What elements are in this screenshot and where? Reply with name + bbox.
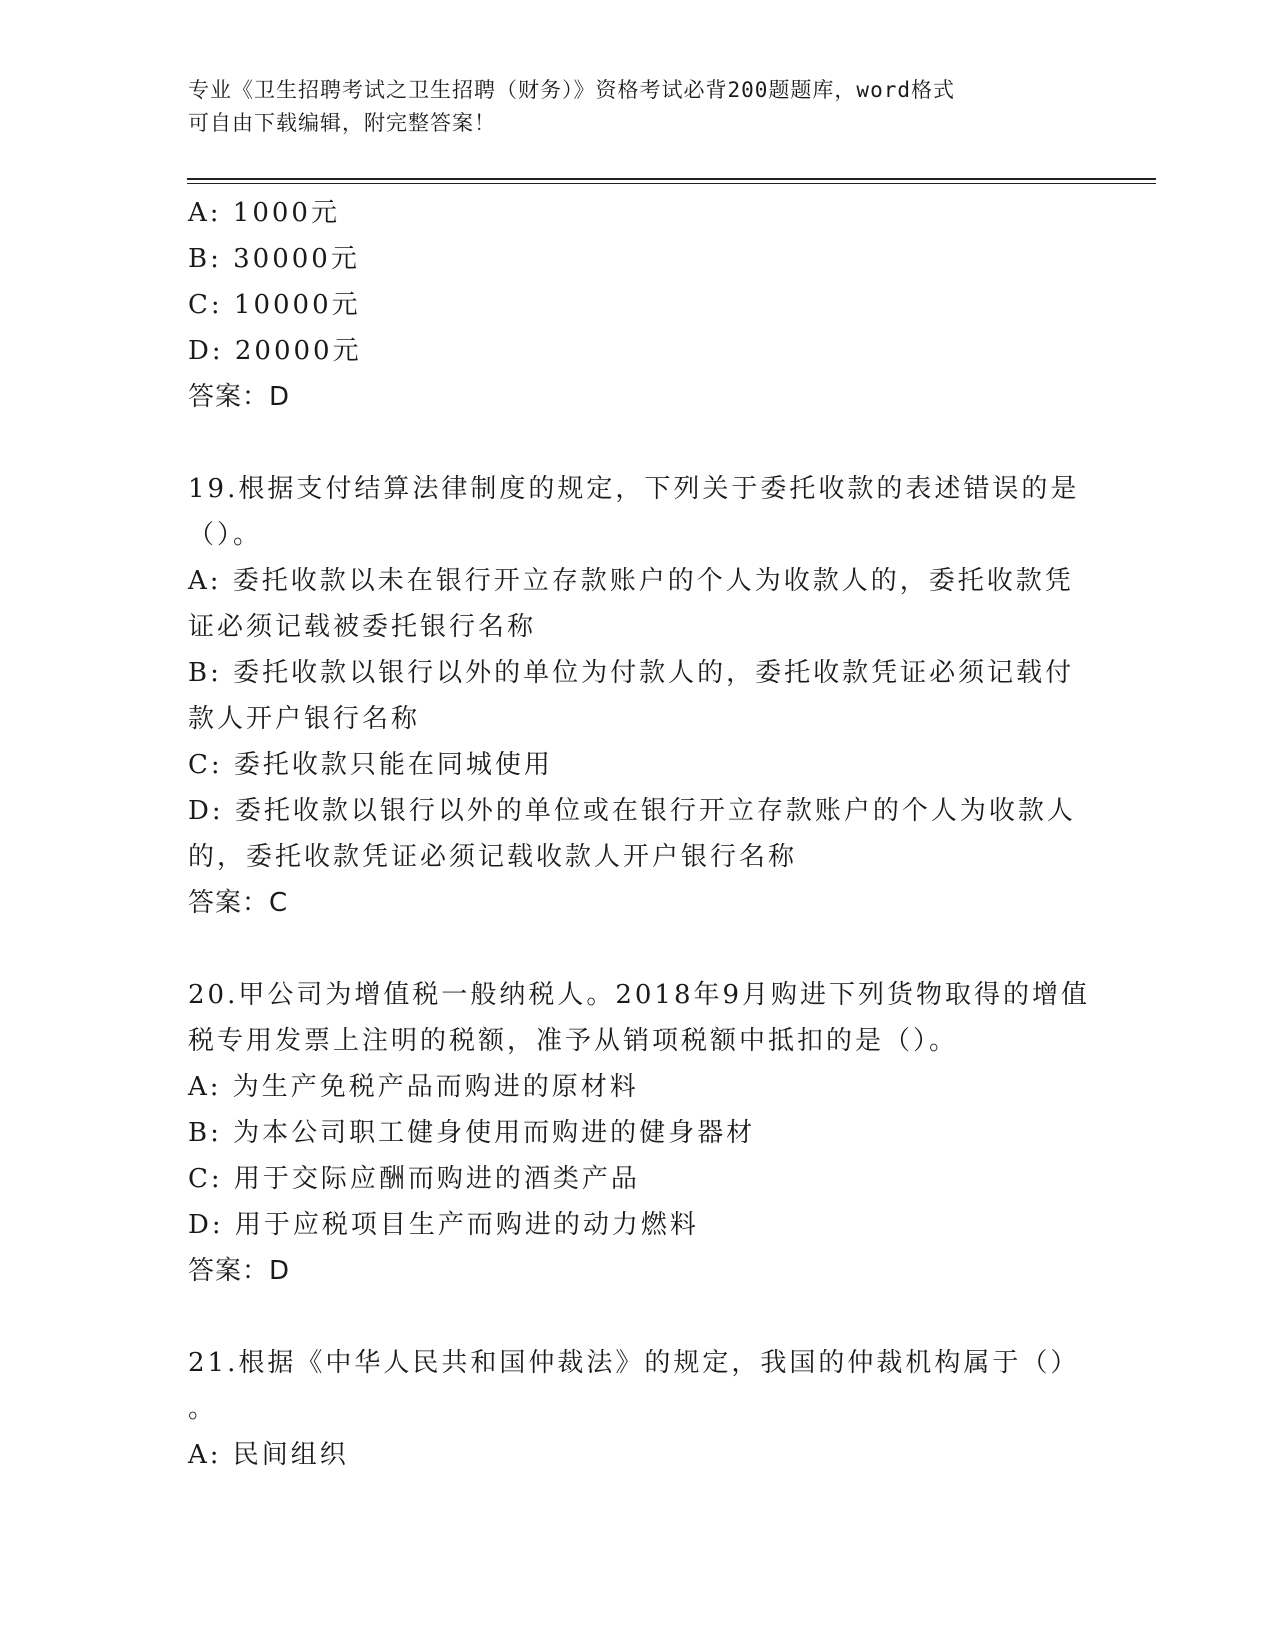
option-d: D: 委托收款以银行以外的单位或在银行开立存款账户的个人为收款人 xyxy=(188,796,1076,826)
option-a: A: 1000元 xyxy=(188,198,340,228)
option-a: A: 为生产免税产品而购进的原材料 xyxy=(188,1072,639,1102)
option-b: B: 委托收款以银行以外的单位为付款人的，委托收款凭证必须记载付 xyxy=(188,658,1075,688)
header-rule-thick xyxy=(187,178,1156,180)
question-stem: 。 xyxy=(188,1394,218,1424)
option-b: 款人开户银行名称 xyxy=(188,704,421,734)
answer: 答案：D xyxy=(188,382,291,412)
document-body xyxy=(188,190,1091,1478)
option-a: A: 委托收款以未在银行开立存款账户的个人为收款人的，委托收款凭 xyxy=(188,566,1074,596)
answer: 答案：C xyxy=(188,888,289,918)
option-b: B: 30000元 xyxy=(188,244,360,274)
question-stem: 21.根据《中华人民共和国仲裁法》的规定，我国的仲裁机构属于（） xyxy=(188,1348,1080,1378)
header-line-2: 可自由下载编辑，附完整答案！ xyxy=(188,111,496,135)
question-stem: 税专用发票上注明的税额，准予从销项税额中抵扣的是（）。 xyxy=(188,1026,959,1056)
option-d: D: 用于应税项目生产而购进的动力燃料 xyxy=(188,1210,699,1240)
question-20 xyxy=(188,972,1091,1294)
option-c: C: 用于交际应酬而购进的酒类产品 xyxy=(188,1164,640,1194)
option-c: C: 委托收款只能在同城使用 xyxy=(188,750,553,780)
header-rule-thin xyxy=(187,183,1156,184)
question-stem: （）。 xyxy=(188,520,263,550)
option-a: A: 民间组织 xyxy=(188,1440,349,1470)
option-a: 证必须记载被委托银行名称 xyxy=(188,612,537,642)
header-line-1: 专业《卫生招聘考试之卫生招聘（财务）》资格考试必背200题题库，word格式 xyxy=(188,78,955,102)
answer: 答案：D xyxy=(188,1256,291,1286)
option-c: C: 10000元 xyxy=(188,290,361,320)
question-stem: 20.甲公司为增值税一般纳税人。2018年9月购进下列货物取得的增值 xyxy=(188,980,1091,1010)
question-stem: 19.根据支付结算法律制度的规定，下列关于委托收款的表述错误的是 xyxy=(188,474,1080,504)
question-21 xyxy=(188,1340,1088,1478)
option-b: B: 为本公司职工健身使用而购进的健身器材 xyxy=(188,1118,756,1148)
document-header xyxy=(188,74,1088,140)
question-19 xyxy=(188,466,1088,926)
question-18 xyxy=(188,190,1088,420)
option-d: 的，委托收款凭证必须记载收款人开户银行名称 xyxy=(188,842,798,872)
option-d: D: 20000元 xyxy=(188,336,362,366)
